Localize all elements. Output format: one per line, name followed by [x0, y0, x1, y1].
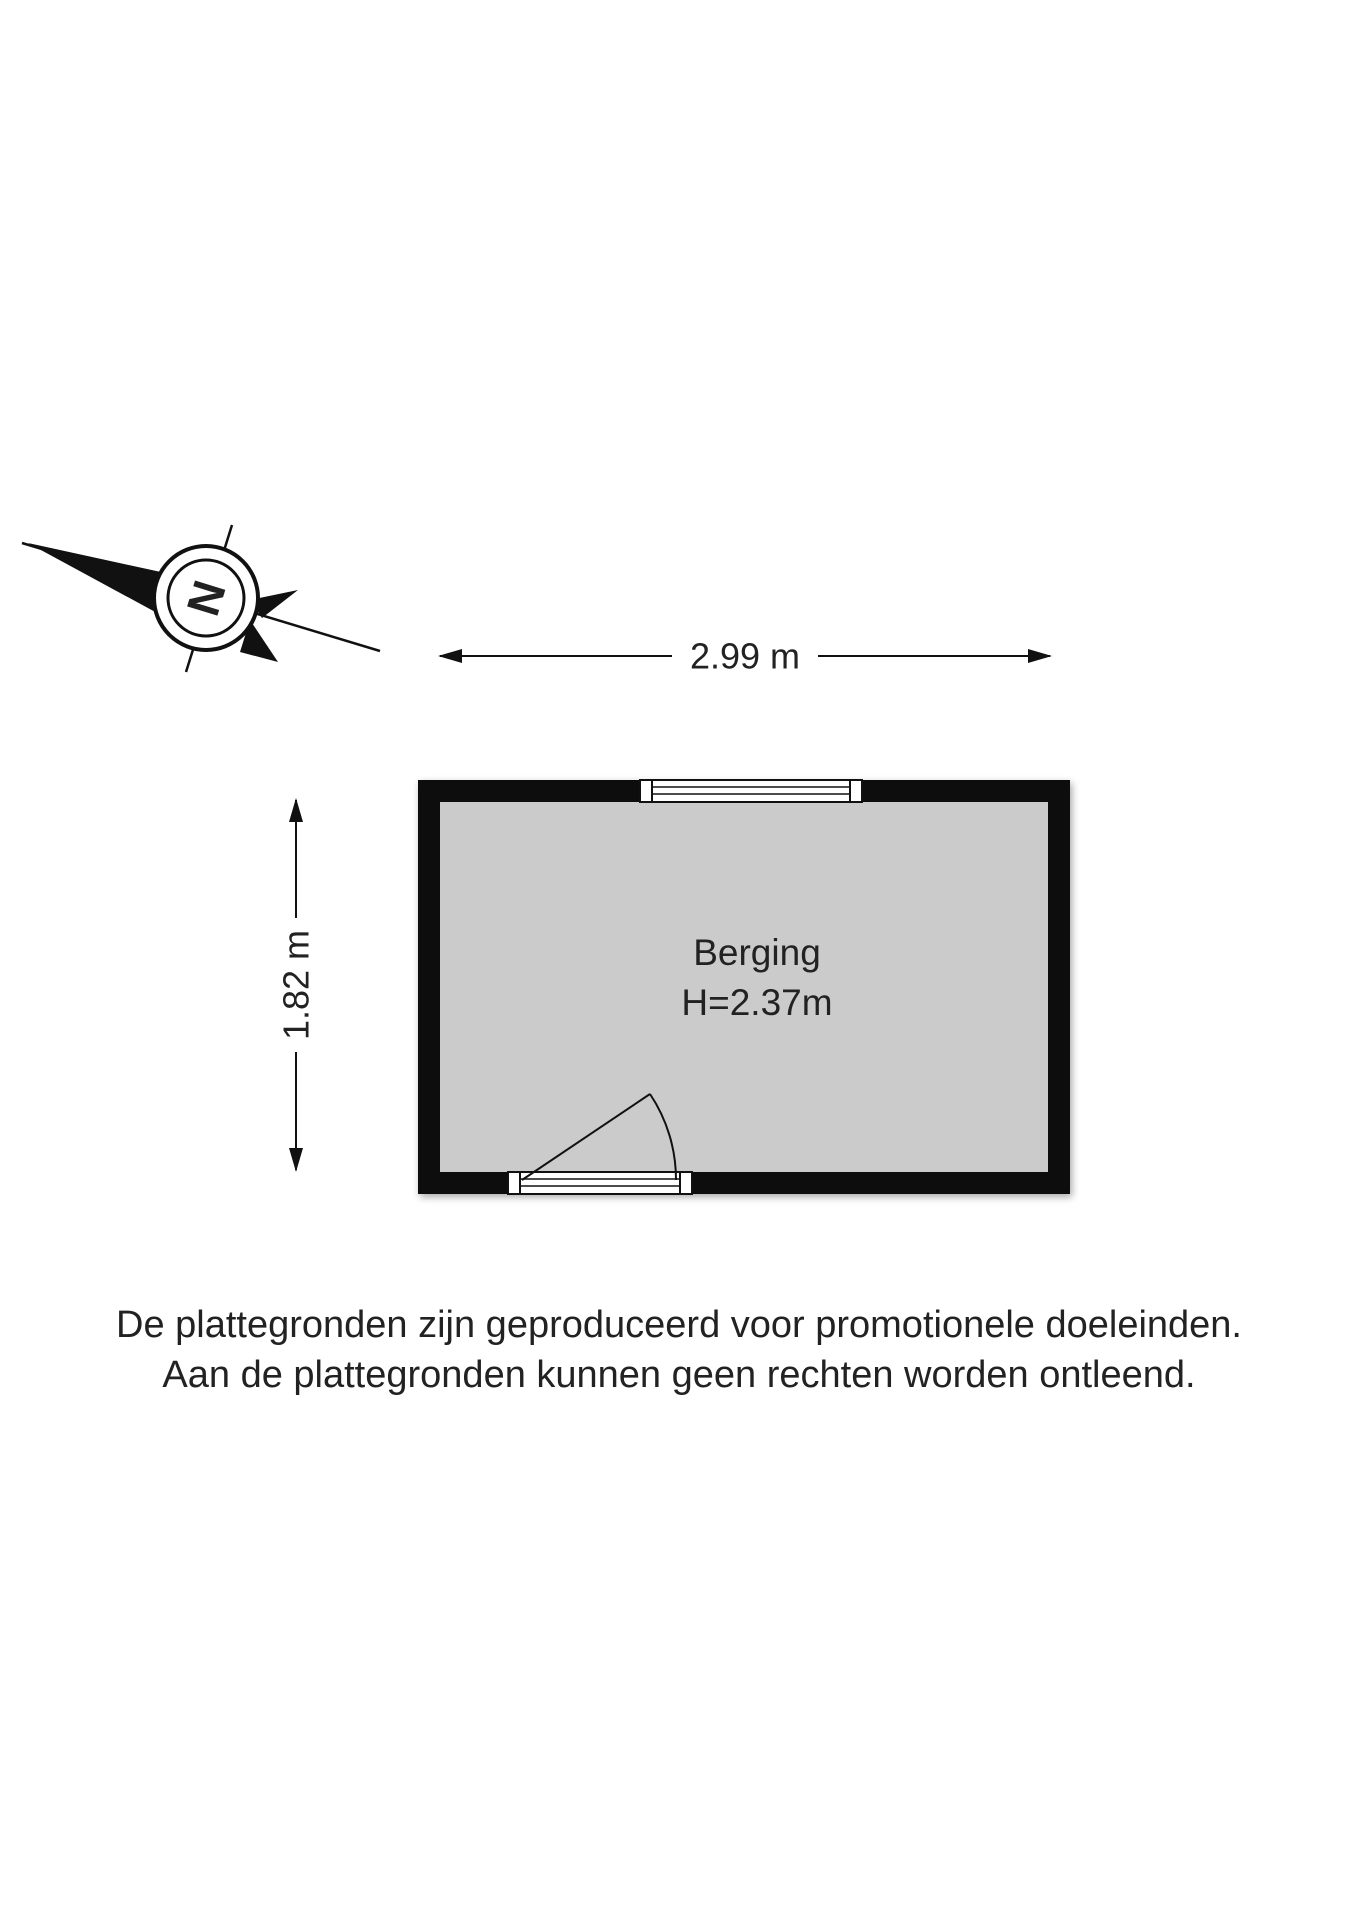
arrow-left-icon — [438, 649, 462, 663]
room-berging — [418, 780, 1070, 1194]
room-height: H=2.37m — [681, 982, 833, 1023]
disclaimer-line-1: De plattegronden zijn geproduceerd voor promotionele doeleinden. — [116, 1304, 1242, 1346]
width-dimension — [438, 636, 1052, 677]
height-label: 1.82 m — [275, 929, 317, 1041]
height-dimension — [276, 798, 317, 1172]
disclaimer-line-2: Aan de plattegronden kunnen geen rechten worden ontleend. — [162, 1354, 1196, 1396]
room-name: Berging — [693, 932, 821, 973]
compass-letter: N — [176, 574, 236, 622]
window — [640, 780, 862, 802]
arrow-right-icon — [1028, 649, 1052, 663]
compass-north-icon — [22, 525, 380, 672]
width-label: 2.99 m — [689, 635, 801, 677]
disclaimer — [0, 1300, 1358, 1400]
arrow-down-icon — [289, 1148, 303, 1172]
arrow-up-icon — [289, 798, 303, 822]
